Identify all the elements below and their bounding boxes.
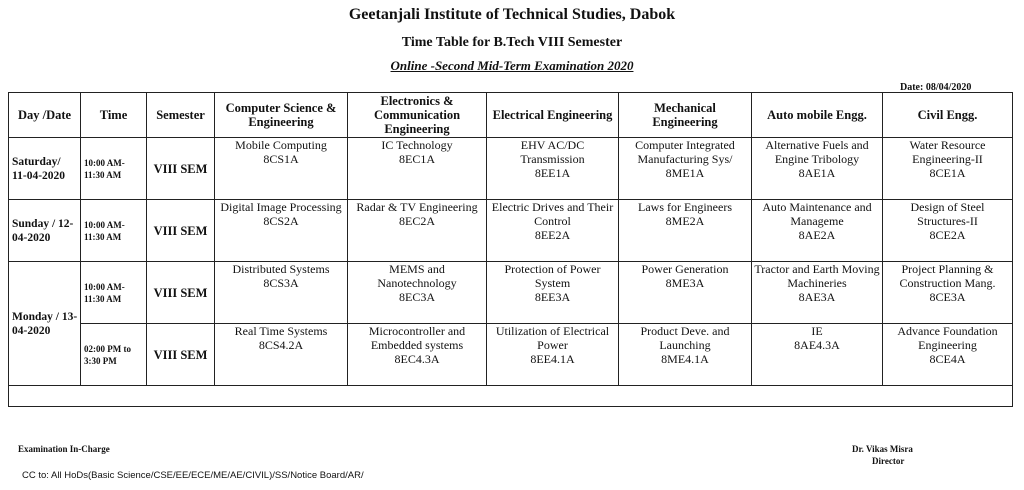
subject-code: 8EC1A xyxy=(399,152,435,166)
subject-name: Protection of Power System xyxy=(504,262,601,290)
exam-cell xyxy=(215,138,348,200)
col-header-ece: Electronics & Communication Engineering xyxy=(348,93,487,138)
subject-code: 8ME3A xyxy=(665,276,705,290)
subject-code: 8ME4.1A xyxy=(661,352,709,366)
semester-cell: VIII SEM xyxy=(147,138,215,200)
col-header-ae: Auto mobile Engg. xyxy=(752,93,883,138)
table-row xyxy=(9,138,1013,200)
cc-list: CC to: All HoDs(Basic Science/CSE/EE/ECE/ME/AE/CIVIL)/SS/Notice Board/AR/ xyxy=(22,470,364,481)
subject-name: Laws for Engineers xyxy=(638,200,732,214)
subject-code: 8AE3A xyxy=(798,290,836,304)
subject-code: 8EE2A xyxy=(534,228,571,242)
col-header-civil: Civil Engg. xyxy=(883,93,1013,138)
exam-cell xyxy=(487,138,619,200)
subject-code: 8EE3A xyxy=(534,290,571,304)
exam-cell xyxy=(619,324,752,386)
subject-code: 8EC3A xyxy=(399,290,435,304)
exam-cell xyxy=(487,262,619,324)
day-cell: Sunday / 12-04-2020 xyxy=(9,200,81,262)
exam-cell xyxy=(348,324,487,386)
time-cell: 10:00 AM- 11:30 AM xyxy=(81,200,147,262)
exam-cell xyxy=(215,200,348,262)
exam-cell xyxy=(215,262,348,324)
exam-cell xyxy=(487,200,619,262)
day-cell: Monday / 13-04-2020 xyxy=(9,262,81,386)
subject-name: Computer Integrated Manufacturing Sys/ xyxy=(635,138,735,166)
exam-cell xyxy=(215,324,348,386)
exam-cell xyxy=(752,324,883,386)
subject-name: Design of Steel Structures-II xyxy=(910,200,985,228)
table-row xyxy=(9,200,1013,262)
subject-code: 8AE1A xyxy=(798,166,836,180)
exam-cell xyxy=(619,262,752,324)
semester-cell: VIII SEM xyxy=(147,200,215,262)
subject-name: Real Time Systems xyxy=(234,324,328,338)
director-name: Dr. Vikas Misra xyxy=(852,444,913,454)
exam-cell xyxy=(752,138,883,200)
exam-cell xyxy=(348,200,487,262)
subject-name: Tractor and Earth Moving Machineries xyxy=(754,262,880,290)
semester-cell: VIII SEM xyxy=(147,324,215,386)
subject-code: 8AE2A xyxy=(798,228,836,242)
timetable-title: Time Table for B.Tech VIII Semester xyxy=(401,35,623,50)
col-header-semester: Semester xyxy=(147,93,215,138)
subject-code: 8EC4.3A xyxy=(394,352,440,366)
subject-name: Product Deve. and Launching xyxy=(640,324,730,352)
subject-name: Advance Foundation Engineering xyxy=(897,324,998,352)
header-row xyxy=(9,93,1013,138)
subject-name: EHV AC/DC Transmission xyxy=(520,138,585,166)
exam-cell xyxy=(883,262,1013,324)
blank-row xyxy=(9,386,1013,407)
col-header-ee: Electrical Engineering xyxy=(487,93,619,138)
time-cell: 10:00 AM- 11:30 AM xyxy=(81,262,147,324)
day-cell: Saturday/ 11-04-2020 xyxy=(9,138,81,200)
timetable xyxy=(8,92,1013,407)
subject-name: Microcontroller and Embedded systems xyxy=(368,324,466,352)
subject-code: 8CS2A xyxy=(263,214,299,228)
notice-date: Date: 08/04/2020 xyxy=(900,82,972,93)
subject-name: Water Resource Engineering-II xyxy=(909,138,986,166)
subject-name: Radar & TV Engineering xyxy=(356,200,478,214)
subject-code: 8CE3A xyxy=(929,290,966,304)
exam-cell xyxy=(752,200,883,262)
exam-cell xyxy=(883,200,1013,262)
exam-cell xyxy=(348,138,487,200)
subject-name: Alternative Fuels and Engine Tribology xyxy=(765,138,869,166)
time-cell: 10:00 AM- 11:30 AM xyxy=(81,138,147,200)
subject-code: 8CE1A xyxy=(929,166,966,180)
subject-code: 8EE4.1A xyxy=(530,352,575,366)
table-row xyxy=(9,324,1013,386)
exam-cell xyxy=(883,324,1013,386)
subject-code: 8EC2A xyxy=(399,214,435,228)
time-cell: 02:00 PM to 3:30 PM xyxy=(81,324,147,386)
subject-code: 8CS4.2A xyxy=(258,338,304,352)
col-header-me: Mechanical Engineering xyxy=(619,93,752,138)
subject-name: Power Generation xyxy=(641,262,729,276)
subject-code: 8AE4.3A xyxy=(794,338,840,352)
director-title: Director xyxy=(872,456,905,466)
subject-code: 8CE2A xyxy=(929,228,966,242)
subject-code: 8ME1A xyxy=(665,166,705,180)
exam-incharge-label: Examination In-Charge xyxy=(18,444,110,454)
subject-code: 8EE1A xyxy=(534,166,571,180)
subject-name: Electric Drives and Their Control xyxy=(491,200,614,228)
blank-cell xyxy=(9,386,1013,407)
subject-name: Utilization of Electrical Power xyxy=(495,324,610,352)
exam-cell xyxy=(348,262,487,324)
subject-name: Project Planning & Construction Mang. xyxy=(899,262,996,290)
subject-code: 8CE4A xyxy=(929,352,966,366)
col-header-cse: Computer Science & Engineering xyxy=(215,93,348,138)
subject-name: Distributed Systems xyxy=(232,262,330,276)
exam-cell xyxy=(619,138,752,200)
subject-name: IE xyxy=(811,324,823,338)
subject-code: 8CS1A xyxy=(263,152,299,166)
exam-cell xyxy=(487,324,619,386)
subject-name: Mobile Computing xyxy=(235,138,327,152)
subject-name: Auto Maintenance and Manageme xyxy=(762,200,872,228)
exam-cell xyxy=(752,262,883,324)
subject-name: IC Technology xyxy=(381,138,453,152)
subject-name: Digital Image Processing xyxy=(220,200,342,214)
exam-cell xyxy=(619,200,752,262)
subject-code: 8ME2A xyxy=(665,214,705,228)
institute-name: Geetanjali Institute of Technical Studies, Dabok xyxy=(348,6,676,23)
table-row xyxy=(9,262,1013,324)
subject-name: MEMS and Nanotechnology xyxy=(377,262,457,290)
col-header-time: Time xyxy=(81,93,147,138)
semester-cell: VIII SEM xyxy=(147,262,215,324)
col-header-day: Day /Date xyxy=(9,93,81,138)
exam-cell xyxy=(883,138,1013,200)
subject-code: 8CS3A xyxy=(263,276,299,290)
exam-title: Online -Second Mid-Term Examination 2020 xyxy=(390,58,634,73)
